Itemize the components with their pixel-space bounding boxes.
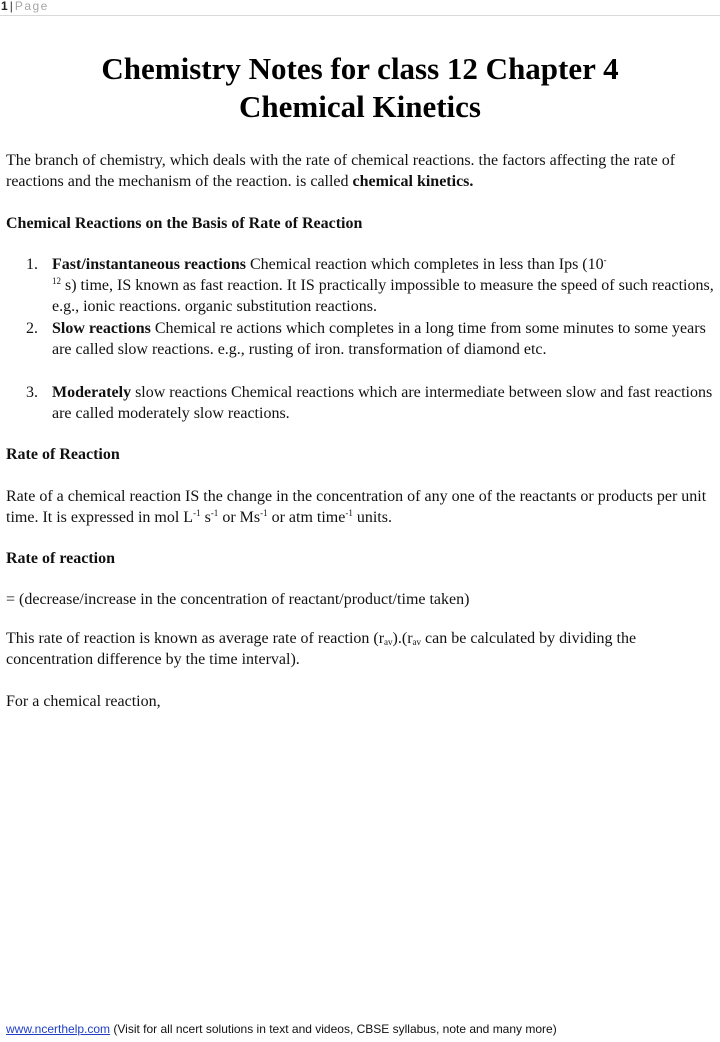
- list-item-moderate-reactions: [26, 382, 716, 424]
- avg-text: ).(r: [392, 630, 413, 647]
- intro-bold-term: chemical kinetics.: [352, 173, 474, 190]
- list-item-term: Slow reactions: [52, 320, 151, 337]
- avg-text: can be calculated by dividing the concentration difference by the time interval).: [6, 630, 637, 668]
- rate-text: units.: [352, 509, 392, 526]
- list-item-text: [52, 318, 716, 360]
- list-item-body: Chemical reaction which completes in less than Ips (10: [245, 256, 604, 273]
- title-line-1: Chemistry Notes for class 12 Chapter 4: [101, 51, 619, 86]
- rate-text: or atm time: [267, 509, 346, 526]
- list-item-body: Chemical re actions which completes in a long time from some minutes to some years are called slow reactions. e.g., rusting of iron. transformation of diamond etc.: [52, 320, 706, 358]
- superscript: -1: [210, 508, 219, 518]
- superscript: -1: [260, 508, 268, 518]
- superscript: -1: [345, 508, 353, 518]
- intro-paragraph: [6, 150, 714, 192]
- average-rate-paragraph: [6, 628, 714, 670]
- list-number: 2.: [26, 320, 38, 337]
- list-number: 1.: [26, 256, 38, 273]
- list-item-body: slow reactions Chemical reactions which are intermediate between slow and fast reactions are called moderately slow reactions.: [52, 384, 713, 422]
- page-label: Page: [14, 0, 49, 13]
- document-title: [0, 50, 720, 126]
- page-footer: [6, 1022, 557, 1036]
- list-item-term: Fast/instantaneous reactions: [52, 256, 246, 273]
- subscript: av: [384, 637, 393, 647]
- intro-text: The branch of chemistry, which deals with the rate of chemical reactions. the factors affecting the rate of reactions and the mechanism of the reaction. is called: [6, 152, 676, 190]
- footer-website-link[interactable]: www.ncerthelp.com: [6, 1022, 111, 1036]
- rate-text: s: [200, 509, 211, 526]
- list-item-text: [52, 254, 716, 317]
- subscript: av: [412, 637, 422, 647]
- list-item-text: [52, 382, 716, 424]
- title-line-2: Chemical Kinetics: [239, 89, 481, 124]
- page-header: [0, 0, 720, 16]
- list-item-slow-reactions: [26, 318, 716, 360]
- rate-definition-paragraph: [6, 486, 714, 528]
- page-number: 1: [1, 0, 8, 13]
- section-heading-rate-of-reaction: Rate of Reaction: [6, 446, 120, 463]
- rate-text: Rate of a chemical reaction IS the change in the concentration of any one of the reactants or products per unit time. It is expressed in mol L: [6, 488, 707, 526]
- superscript: -1: [193, 508, 201, 518]
- superscript: 12: [52, 276, 61, 286]
- page-separator: |: [9, 0, 13, 13]
- superscript: -: [603, 255, 607, 265]
- final-paragraph: For a chemical reaction,: [6, 693, 161, 710]
- rate-formula: = (decrease/increase in the concentration of reactant/product/time taken): [6, 591, 470, 608]
- list-item-body: s) time, IS known as fast reaction. It IS practically impossible to measure the speed of such reactions, e.g., ionic reactions. organic substitution reactions.: [52, 277, 714, 315]
- rate-text: or Ms: [218, 509, 261, 526]
- section-heading-rate-formula: Rate of reaction: [6, 550, 115, 567]
- list-number: 3.: [26, 384, 38, 401]
- list-item-fast-reactions: [26, 254, 716, 317]
- footer-note: (Visit for all ncert solutions in text and videos, CBSE syllabus, note and many more): [110, 1022, 557, 1036]
- section-heading-reaction-basis: Chemical Reactions on the Basis of Rate of Reaction: [6, 215, 363, 232]
- list-item-term: Moderately: [52, 384, 132, 401]
- avg-text: This rate of reaction is known as average rate of reaction (r: [6, 630, 385, 647]
